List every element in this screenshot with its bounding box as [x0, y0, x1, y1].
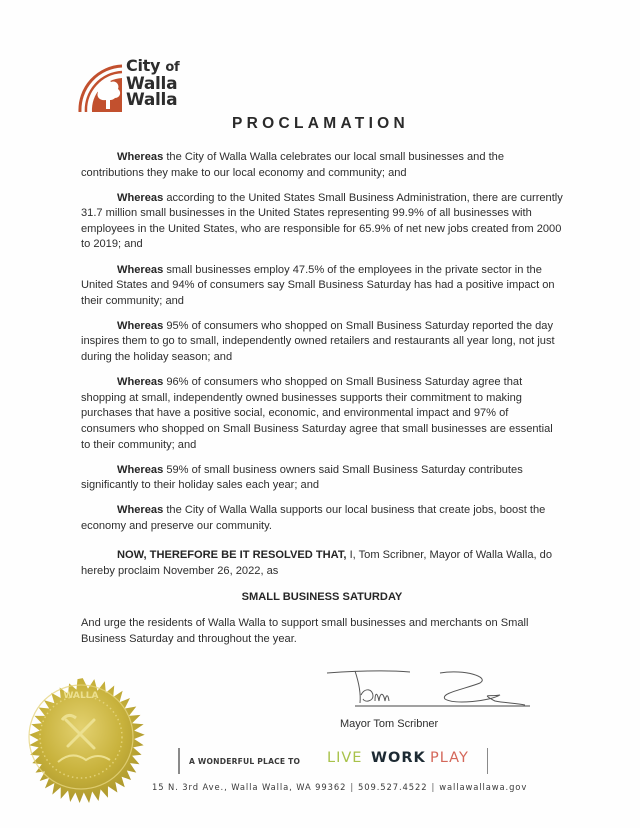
city-seal-icon — [6, 662, 156, 812]
proclamation-body — [81, 150, 563, 647]
whereas-lead: Whereas — [117, 376, 164, 389]
resolution-paragraph — [81, 548, 563, 579]
divider — [487, 748, 489, 774]
logo-walla-text-1: Walla — [126, 74, 178, 94]
logo-walla-text-2: Walla — [126, 90, 178, 110]
city-tree-logo-icon — [76, 60, 124, 112]
tagline-work: WORK — [371, 750, 426, 766]
whereas-text: 59% of small business owners said Small Business Saturday contributes significantly to their holiday sales each year; and — [81, 463, 523, 492]
separator: | — [350, 782, 355, 792]
whereas-lead: Whereas — [117, 504, 164, 517]
whereas-paragraph-7 — [81, 503, 563, 534]
whereas-paragraph-4 — [81, 319, 563, 366]
signature-caption: Mayor Tom Scribner — [340, 718, 439, 730]
whereas-text: the City of Walla Walla supports our local business that create jobs, boost the economy and preserve our community. — [81, 504, 546, 532]
whereas-lead: Whereas — [117, 319, 164, 332]
whereas-lead: Whereas — [117, 463, 164, 476]
whereas-text: 96% of consumers who shopped on Small Business Saturday agree that shopping at small, independently owned businesses supports their commitment to making purchases that have a positive social, economic, and environmental impact and 97% of consumers who shopped on Small Business Saturday agree that small businesses are essential to their community; and — [81, 376, 553, 451]
whereas-paragraph-3 — [81, 263, 563, 310]
resolution-text: I, Tom Scribner, Mayor of Walla Walla, do hereby proclaim November 26, 2022, as — [81, 549, 552, 578]
city-tagline — [178, 746, 488, 776]
whereas-lead: Whereas — [117, 191, 164, 204]
whereas-text: 95% of consumers who shopped on Small Business Saturday reported the day inspires them to go to small, independently owned retailers and restaurants all year long, not just during the holiday season; and — [81, 319, 555, 364]
footer-address: 15 N. 3rd Ave., Walla Walla, WA 99362 — [152, 782, 347, 792]
footer-website-link[interactable]: wallawallawa.gov — [439, 782, 528, 792]
separator: | — [431, 782, 436, 792]
divider — [178, 748, 180, 774]
tagline-live: LIVE — [327, 750, 363, 766]
whereas-text: according to the United States Small Business Administration, there are currently 31.7 million small businesses in the United States representing 99.9% of all businesses with employees in the United States, who are responsible for 65.9% of net new jobs created from 2000 to 2019; and — [81, 191, 563, 251]
resolution-lead: NOW, THEREFORE BE IT RESOLVED THAT, — [117, 549, 347, 562]
document-title: PROCLAMATION — [232, 115, 410, 132]
logo-wordmark — [126, 58, 179, 108]
city-logo — [76, 58, 236, 114]
tagline-play: PLAY — [430, 750, 469, 766]
logo-city-text: City — [126, 56, 161, 75]
seal-text: WALLA — [63, 691, 99, 701]
whereas-text: the City of Walla Walla celebrates our local small businesses and the contributions they make to our local economy and community; and — [81, 151, 505, 179]
whereas-paragraph-6 — [81, 463, 563, 494]
whereas-text: small businesses employ 47.5% of the employees in the private sector in the United States and 94% of consumers say Small Business Saturday has had a positive impact on their community; and — [81, 263, 555, 307]
whereas-paragraph-1 — [81, 150, 563, 181]
mayor-signature — [315, 663, 530, 707]
tagline-prefix: A WONDERFUL PLACE TO — [189, 757, 301, 766]
closing-paragraph: And urge the residents of Walla Walla to support small businesses and merchants on Small Business Saturday and throughout the year. — [81, 617, 529, 645]
whereas-paragraph-5 — [81, 375, 563, 453]
whereas-paragraph-2 — [81, 191, 563, 253]
proclaimed-day-heading: SMALL BUSINESS SATURDAY — [241, 590, 403, 603]
footer-phone[interactable]: 509.527.4522 — [358, 782, 428, 792]
whereas-lead: Whereas — [117, 151, 164, 163]
whereas-lead: Whereas — [117, 263, 164, 276]
logo-of-text: of — [165, 60, 180, 75]
contact-footer — [152, 782, 527, 792]
